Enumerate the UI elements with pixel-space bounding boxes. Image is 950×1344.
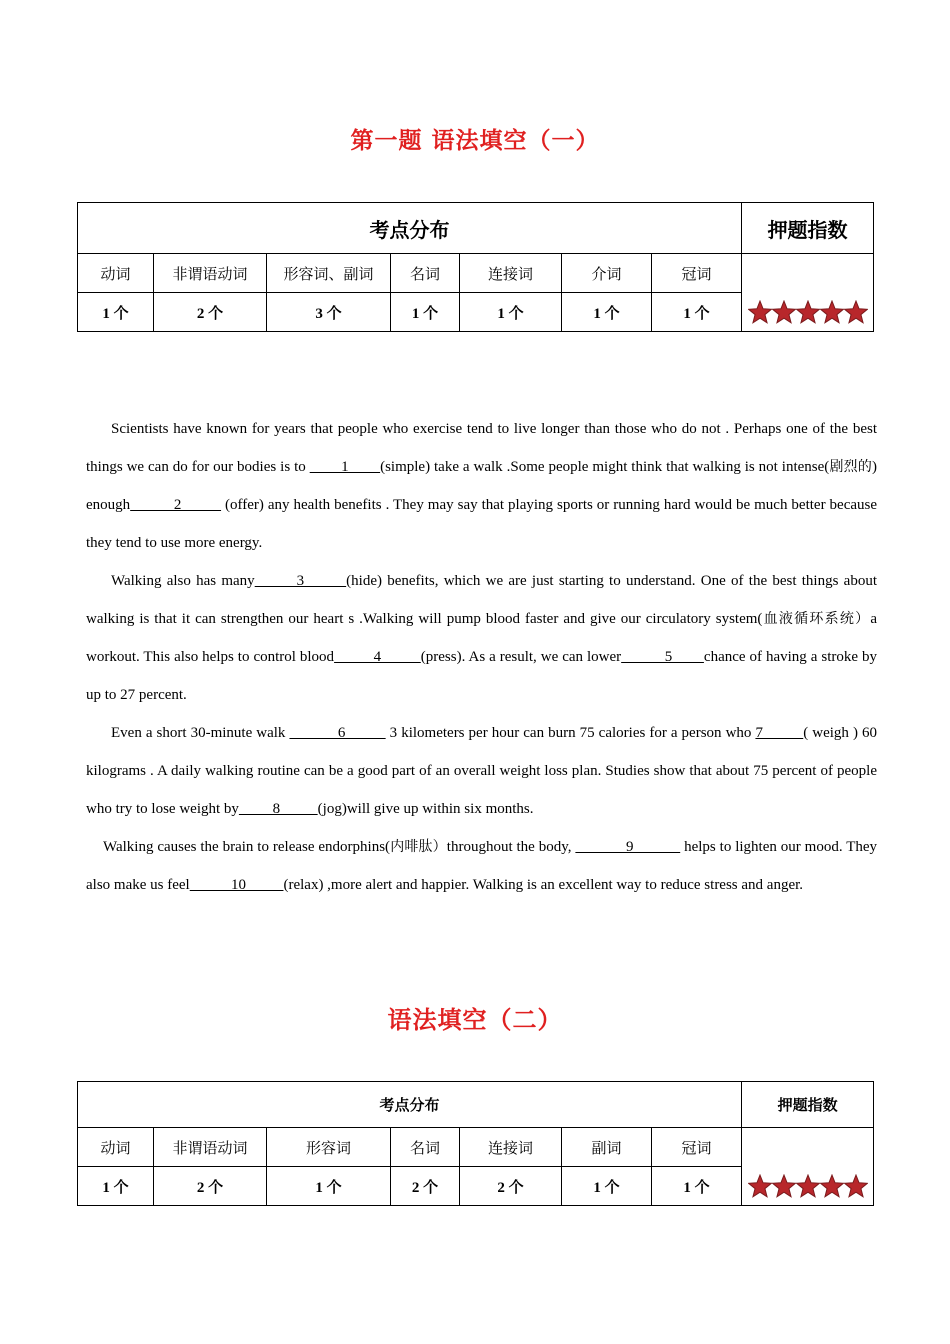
passage-text: ) enough	[86, 459, 878, 513]
passage-text: (jog)will give up within six months.	[317, 801, 534, 817]
star-rating	[742, 1128, 874, 1206]
table-header-distribution: 考点分布	[78, 1082, 742, 1128]
category-cell: 副词	[562, 1128, 652, 1167]
table-header-prediction-index: 押题指数	[742, 203, 874, 254]
star-icon	[772, 301, 795, 323]
count-cell: 2 个	[391, 1167, 460, 1206]
stars-graphic	[748, 300, 868, 324]
exam-points-table-1	[77, 202, 874, 332]
star-icon	[748, 301, 771, 323]
passage-text: helps to lighten our mood. They also make us feel	[86, 839, 878, 893]
passage-text: (simple) take a walk .Some people might think that walking is not intense(	[380, 459, 830, 475]
count-cell: 1 个	[652, 1167, 742, 1206]
count-cell: 2 个	[154, 1167, 267, 1206]
star-icon	[772, 1175, 795, 1197]
passage-text: chance of having a stroke by up to 27 percent.	[86, 649, 877, 703]
category-cell: 冠词	[652, 254, 742, 293]
blank-8: 8	[238, 801, 318, 817]
paragraph-2	[86, 562, 877, 714]
category-cell: 介词	[562, 254, 652, 293]
count-cell: 3 个	[267, 293, 391, 332]
chinese-gloss: 血液循环系统）	[762, 611, 871, 627]
star-icon	[820, 301, 843, 323]
count-cell: 2 个	[154, 293, 267, 332]
category-cell: 连接词	[460, 254, 562, 293]
passage-text: throughout the body,	[446, 839, 576, 855]
passage-text: (hide) benefits, which we are just starting to understand. One of the best things about walking is that it can strengthen our heart s .Walking will pump blood faster and give our circulatory system(	[86, 573, 877, 627]
blank-6: 6	[289, 725, 386, 741]
paragraph-1	[86, 410, 877, 562]
blank-3: 3	[254, 573, 347, 589]
count-cell: 1 个	[562, 293, 652, 332]
count-cell: 1 个	[460, 293, 562, 332]
blank-1: 1	[309, 459, 381, 475]
blank-9: 9	[575, 839, 681, 855]
star-icon	[748, 1175, 771, 1197]
star-icon	[796, 301, 819, 323]
passage-text: (relax) ,more alert and happier. Walking is an excellent way to reduce stress and anger.	[283, 877, 804, 893]
count-cell: 1 个	[78, 1167, 154, 1206]
passage-text: 3 kilometers per hour can burn 75 calories for a person who	[385, 725, 756, 741]
section-2-title: 语法填空（二）	[387, 1006, 563, 1034]
star-icon	[796, 1175, 819, 1197]
passage-text: ( weigh ) 60 kilograms . A daily walking routine can be a good part of an overall weight loss plan. Studies show that about 75 percent of people who try to lose weight by	[86, 725, 877, 817]
chinese-gloss: 剧烈的	[829, 459, 873, 475]
count-cell: 1 个	[267, 1167, 391, 1206]
star-icon	[820, 1175, 843, 1197]
passage-text: (offer) any health benefits . They may say that playing sports or running hard would be much better because they tend to use more energy.	[86, 497, 878, 551]
category-cell: 名词	[391, 254, 460, 293]
stars-graphic	[748, 1174, 868, 1198]
blank-2: 2	[130, 497, 222, 513]
passage-text: Scientists have known for years that people who exercise tend to live longer than those who do not . Perhaps one of the best things we can do for our bodies is to	[86, 421, 877, 475]
blank-5: 5	[621, 649, 704, 665]
category-cell: 动词	[78, 1128, 154, 1167]
category-cell: 动词	[78, 254, 154, 293]
count-cell: 1 个	[391, 293, 460, 332]
passage-text: a workout. This also helps to control blood	[86, 611, 877, 665]
paragraph-4	[86, 828, 877, 904]
table-header-distribution: 考点分布	[78, 203, 742, 254]
category-cell: 连接词	[460, 1128, 562, 1167]
table-header-prediction-index: 押题指数	[742, 1082, 874, 1128]
passage-text: Even a short 30-minute walk	[111, 725, 290, 741]
category-cell: 非谓语动词	[154, 254, 267, 293]
reading-passage	[86, 410, 877, 904]
section-1-title: 第一题 语法填空（一）	[350, 128, 600, 154]
chinese-gloss: 内啡肽）	[390, 839, 447, 855]
count-cell: 1 个	[562, 1167, 652, 1206]
count-cell: 1 个	[78, 293, 154, 332]
passage-text: Walking also has many	[111, 573, 255, 589]
blank-10: 10	[189, 877, 284, 893]
category-cell: 形容词、副词	[267, 254, 391, 293]
star-icon	[844, 301, 867, 323]
count-cell: 2 个	[460, 1167, 562, 1206]
count-cell: 1 个	[652, 293, 742, 332]
paragraph-3	[86, 714, 877, 828]
blank-4: 4	[334, 649, 421, 665]
category-cell: 形容词	[267, 1128, 391, 1167]
passage-text: (press). As a result, we can lower	[420, 649, 622, 665]
category-cell: 非谓语动词	[154, 1128, 267, 1167]
star-rating	[742, 254, 874, 332]
blank-7: 7	[755, 725, 804, 741]
category-cell: 冠词	[652, 1128, 742, 1167]
exam-points-table-2	[77, 1081, 874, 1206]
category-cell: 名词	[391, 1128, 460, 1167]
star-icon	[844, 1175, 867, 1197]
passage-text: Walking causes the brain to release endorphins(	[103, 839, 391, 855]
